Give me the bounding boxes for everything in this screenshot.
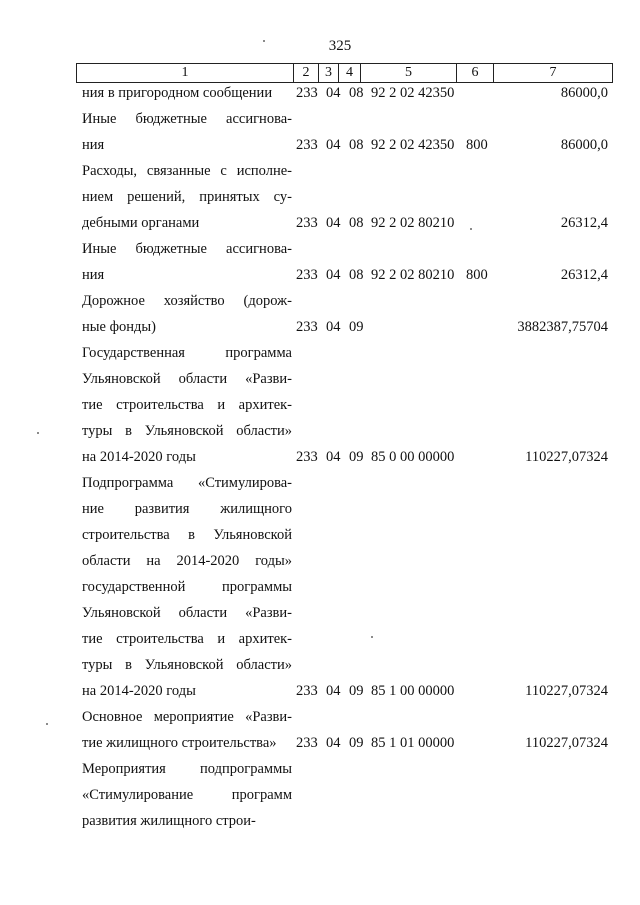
row-code-gr: 233 — [296, 267, 318, 283]
row-code-csr: 92 2 02 80210 — [371, 267, 455, 283]
page-number: 325 — [328, 38, 352, 54]
row-code-pr: 09 — [349, 735, 364, 751]
row-description-line: Ульяновской области «Разви- — [82, 371, 292, 387]
row-description-line: развития жилищного строи- — [82, 813, 256, 829]
row-description-line: Государственная программа — [82, 345, 292, 361]
row-description-line: Основное мероприятие «Разви- — [82, 709, 292, 725]
row-code-vr: 800 — [466, 267, 488, 283]
row-code-rz: 04 — [326, 683, 341, 699]
row-description-line: Ульяновской области «Разви- — [82, 605, 292, 621]
row-code-rz: 04 — [326, 735, 341, 751]
row-code-rz: 04 — [326, 215, 341, 231]
row-description-line: тие строительства и архитек- — [82, 631, 292, 647]
header-col-7: 7 — [549, 65, 557, 80]
row-sum: 26312,4 — [560, 267, 608, 283]
row-code-pr: 08 — [349, 215, 364, 231]
row-code-gr: 233 — [296, 85, 318, 101]
scan-speck — [37, 432, 39, 434]
row-code-rz: 04 — [326, 137, 341, 153]
row-code-vr: 800 — [466, 137, 488, 153]
row-description-line: туры в Ульяновской области» — [82, 657, 292, 673]
row-sum: 110227,07324 — [525, 449, 608, 465]
row-description-line: «Стимулирование программ — [82, 787, 292, 803]
row-description-line: Дорожное хозяйство (дорож- — [82, 293, 292, 309]
row-description-line: туры в Ульяновской области» — [82, 423, 292, 439]
row-description-line: ные фонды) — [82, 319, 156, 335]
row-description-line: Иные бюджетные ассигнова- — [82, 241, 292, 257]
row-description-line: тие жилищного строительства» — [82, 735, 277, 751]
row-code-rz: 04 — [326, 319, 341, 335]
row-description-line: на 2014-2020 годы — [82, 449, 196, 465]
row-description-line: на 2014-2020 годы — [82, 683, 196, 699]
row-code-gr: 233 — [296, 449, 318, 465]
scan-speck — [46, 723, 48, 725]
row-code-csr: 92 2 02 80210 — [371, 215, 455, 231]
row-description-line: Иные бюджетные ассигнова- — [82, 111, 292, 127]
header-col-3: 3 — [319, 64, 339, 82]
scan-speck — [371, 636, 373, 638]
row-code-pr: 09 — [349, 683, 364, 699]
row-code-gr: 233 — [296, 683, 318, 699]
row-code-pr: 08 — [349, 137, 364, 153]
header-col-2: 2 — [294, 64, 319, 82]
table-header — [76, 63, 613, 83]
row-description-line: Подпрограмма «Стимулирова- — [82, 475, 292, 491]
row-code-gr: 233 — [296, 319, 318, 335]
row-code-gr: 233 — [296, 137, 318, 153]
scan-speck — [470, 228, 472, 230]
row-code-gr: 233 — [296, 735, 318, 751]
row-code-pr: 08 — [349, 85, 364, 101]
row-description-line: области на 2014-2020 годы» — [82, 553, 292, 569]
row-code-rz: 04 — [326, 85, 341, 101]
row-sum: 26312,4 — [560, 215, 608, 231]
row-sum: 86000,0 — [560, 85, 608, 101]
header-col-4: 4 — [339, 64, 361, 82]
row-sum: 86000,0 — [560, 137, 608, 153]
row-code-pr: 08 — [349, 267, 364, 283]
row-code-csr: 85 1 01 00000 — [371, 735, 455, 751]
row-code-rz: 04 — [326, 449, 341, 465]
header-col-5: 5 — [361, 64, 457, 82]
row-code-rz: 04 — [326, 267, 341, 283]
row-code-pr: 09 — [349, 449, 364, 465]
row-description-line: государственной программы — [82, 579, 292, 595]
row-description-line: ния — [82, 267, 105, 283]
row-code-pr: 09 — [349, 319, 364, 335]
row-sum: 110227,07324 — [525, 683, 608, 699]
row-sum: 110227,07324 — [525, 735, 608, 751]
header-col-1: 1 — [77, 64, 294, 82]
header-col-6: 6 — [457, 64, 494, 82]
row-description-line: ния — [82, 137, 105, 153]
row-code-csr: 85 1 00 00000 — [371, 683, 455, 699]
scan-speck — [263, 40, 265, 42]
row-description-line: Мероприятия подпрограммы — [82, 761, 292, 777]
row-code-csr: 85 0 00 00000 — [371, 449, 455, 465]
row-code-csr: 92 2 02 42350 — [371, 85, 455, 101]
row-code-csr: 92 2 02 42350 — [371, 137, 455, 153]
row-description-line: ние развития жилищного — [82, 501, 292, 517]
row-description-line: Расходы, связанные с исполне- — [82, 163, 292, 179]
row-description-line: нием решений, принятых су- — [82, 189, 292, 205]
row-code-gr: 233 — [296, 215, 318, 231]
row-description-line: дебными органами — [82, 215, 200, 231]
row-description-line: ния в пригородном сообщении — [82, 85, 273, 101]
row-sum: 3882387,75704 — [517, 319, 608, 335]
row-description-line: строительства в Ульяновской — [82, 527, 292, 543]
row-description-line: тие строительства и архитек- — [82, 397, 292, 413]
